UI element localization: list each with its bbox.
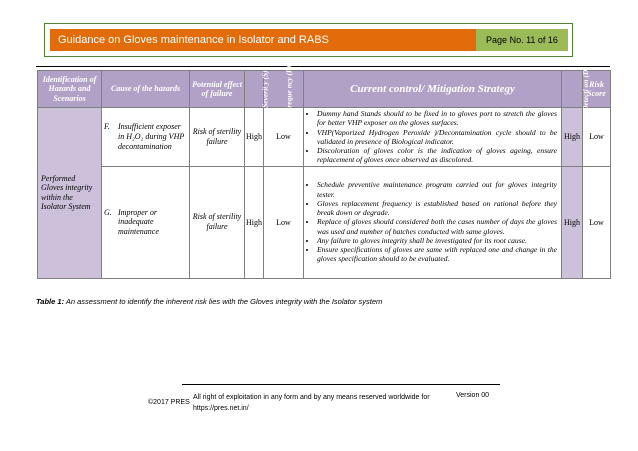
controls-list: [306, 180, 557, 263]
control-item: • Ensure specifications of gloves are same with replaced one and change in the gloves specification should to be evaluated.: [317, 245, 557, 264]
control-item: • VHP(Vaporized Hydrogen Peroxide )/Decontamination cycle should to be validated in presence of Biological indicator.: [317, 128, 557, 147]
footer-copyright: ©2017 PRES: [148, 399, 190, 406]
table-caption: [36, 297, 382, 306]
header-risk: Risk Score: [583, 71, 611, 108]
severity-cell: High: [245, 166, 264, 278]
footer-divider: [182, 384, 500, 385]
header-divider: [36, 66, 610, 67]
frequency-cell: Low: [264, 108, 304, 167]
control-item: • Any failure to gloves integrity shall be investigated for its root cause.: [317, 236, 557, 245]
header-severity: Severit y (S): [245, 71, 264, 108]
page-number: Page No. 11 of 16: [476, 29, 568, 51]
header-effect: Potential effect of failure: [190, 71, 245, 108]
risk-assessment-table: [37, 65, 611, 279]
control-item: • Dummy hand Stands should to be fixed in to gloves port to stretch the gloves for better VHP exposer on the gloves surfaces.: [317, 109, 557, 128]
header-control: Current control/ Mitigation Strategy: [304, 71, 562, 108]
cause-letter: G.: [104, 207, 112, 217]
cause-text: Improper or inadequate maintenance: [118, 207, 159, 236]
controls-cell: [304, 166, 562, 278]
cause-text: Insufficient exposer in H₂O₂ during VHP decontamination: [118, 122, 185, 151]
control-item: • Schedule preventive maintenance program carried out for gloves integrity tester.: [317, 180, 557, 199]
risk-score-cell: Low: [583, 166, 611, 278]
severity-cell: High: [245, 108, 264, 167]
header-detection: Detecti on (D): [562, 71, 583, 108]
control-item: • Gloves replacement frequency is established based on rational before they break down or degrade.: [317, 199, 557, 218]
controls-cell: [304, 108, 562, 167]
table-row: [38, 166, 611, 278]
risk-score-cell: Low: [583, 108, 611, 167]
cause-cell: [102, 166, 190, 278]
controls-list: [306, 109, 557, 165]
frequency-cell: Low: [264, 166, 304, 278]
detection-cell: High: [562, 166, 583, 278]
scenario-cell: Performed Gloves integrity within the Isolator System: [38, 108, 102, 279]
caption-text: An assessment to identify the inherent risk lies with the Gloves integrity with the Isolator system: [64, 297, 383, 306]
control-item: • Replace of gloves should considered both the cases number of days the gloves was used and number of batches conducted with same gloves.: [317, 217, 557, 236]
effect-cell: Risk of sterility failure: [190, 108, 245, 167]
effect-cell: Risk of sterility failure: [190, 166, 245, 278]
footer-version: Version 00: [456, 392, 490, 399]
detection-cell: High: [562, 108, 583, 167]
caption-label: Table 1:: [36, 297, 65, 306]
header-cause: Cause of the hazards: [102, 71, 190, 108]
control-item: • Discoloration of gloves color is the indication of gloves ageing, ensure replacement of gloves once observed as discolored.: [317, 146, 557, 165]
cause-cell: [102, 108, 190, 167]
cause-letter: F.: [104, 122, 110, 132]
footer-rights: All right of exploitation in any form and by any means reserved worldwide for https://pres.net.in/: [193, 394, 430, 412]
document-title: Guidance on Gloves maintenance in Isolator and RABS: [50, 29, 515, 51]
table-header-row: [38, 71, 611, 108]
header-identification: Identification of Hazards and Scenarios: [38, 71, 102, 108]
document-header: [44, 23, 573, 57]
table-row: [38, 108, 611, 167]
header-frequency: Freque ncy (F): [264, 71, 304, 108]
